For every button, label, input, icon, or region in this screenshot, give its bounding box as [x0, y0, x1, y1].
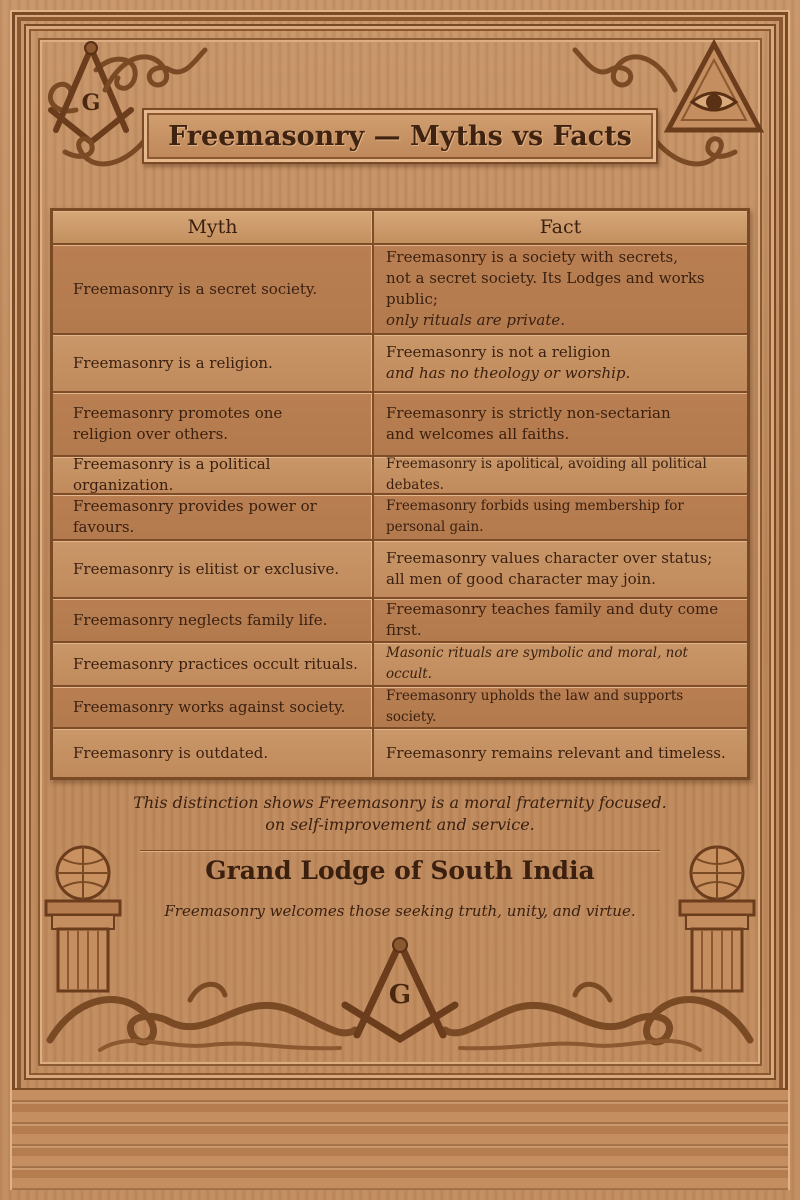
myth-text: Freemasonry is a secret society. — [73, 279, 318, 298]
scroll-flourish-icon — [570, 40, 680, 100]
fact-cell — [374, 393, 747, 455]
fact-cell — [374, 245, 747, 333]
scroll-flourish-icon — [440, 950, 760, 1060]
title-plaque — [142, 108, 658, 164]
table-row — [53, 539, 747, 597]
table-row — [53, 727, 747, 777]
myth-cell — [53, 541, 374, 597]
myth-text: Freemasonry promotes one — [73, 404, 283, 422]
myth-cell — [53, 245, 374, 333]
square-compass-icon — [335, 935, 465, 1045]
scroll-flourish-icon — [650, 130, 740, 180]
myth-text: Freemasonry is a political organization. — [73, 455, 271, 494]
fact-text: Freemasonry forbids using membership for personal gain. — [386, 498, 684, 535]
table-row — [53, 455, 747, 493]
fact-cell — [374, 335, 747, 391]
myth-text: Freemasonry provides power or favours. — [73, 497, 317, 536]
myth-cell — [53, 495, 374, 539]
fact-cell — [374, 599, 747, 641]
myth-cell — [53, 393, 374, 455]
fact-text: and welcomes all faiths. — [386, 425, 570, 443]
table-row — [53, 333, 747, 391]
table-row — [53, 243, 747, 333]
fact-cell — [374, 495, 747, 539]
fact-text: Freemasonry upholds the law and supports society. — [386, 688, 684, 725]
tagline: Freemasonry welcomes those seeking truth, unity, and virtue. — [164, 902, 636, 920]
myth-text: Freemasonry works against society. — [73, 697, 346, 716]
myth-cell — [53, 335, 374, 391]
lodge-name: Grand Lodge of South India — [205, 856, 595, 885]
fact-text: Freemasonry values character over status; — [386, 549, 713, 567]
fact-text: Freemasonry is apolitical, avoiding all political debates. — [386, 456, 707, 493]
table-row — [53, 391, 747, 455]
emblem-letter-top: G — [81, 90, 101, 116]
fact-cell — [374, 643, 747, 685]
summary-line: This distinction shows Freemasonry is a moral fraternity focused. — [133, 793, 667, 812]
myth-text: religion over others. — [73, 425, 229, 443]
myth-cell — [53, 457, 374, 493]
fact-text: Freemasonry remains relevant and timeless. — [386, 743, 726, 762]
fact-text: Freemasonry is strictly non-sectarian — [386, 404, 671, 422]
divider — [140, 850, 660, 851]
fact-text: Freemasonry teaches family and duty come first. — [386, 600, 719, 639]
scroll-flourish-icon — [60, 130, 150, 180]
fact-text: Masonic rituals are symbolic and moral, not occult. — [386, 645, 688, 682]
fact-text: all men of good character may join. — [386, 570, 656, 588]
myth-text: Freemasonry neglects family life. — [73, 610, 328, 629]
myth-text: Freemasonry is outdated. — [73, 743, 269, 762]
emblem-letter-bottom: G — [388, 980, 412, 1010]
fact-text: not a secret society. Its Lodges and works public; — [386, 269, 705, 308]
table-row — [53, 685, 747, 727]
myth-cell — [53, 643, 374, 685]
myth-text: Freemasonry practices occult rituals. — [73, 654, 358, 673]
fact-text: Freemasonry is a society with secrets, — [386, 248, 678, 266]
page-title: Freemasonry — Myths vs Facts — [168, 120, 632, 152]
table-row — [53, 493, 747, 539]
myth-text: Freemasonry is a religion. — [73, 353, 273, 372]
bottom-moulding — [12, 1088, 788, 1190]
fact-text: and has no theology or worship. — [386, 364, 631, 382]
fact-cell — [374, 729, 747, 777]
myth-text: Freemasonry is elitist or exclusive. — [73, 559, 340, 578]
header-fact: Fact — [539, 215, 582, 238]
summary-text — [100, 792, 700, 836]
myth-cell — [53, 687, 374, 727]
table-header-row — [53, 211, 747, 243]
scroll-flourish-icon — [40, 950, 360, 1060]
scroll-flourish-icon — [100, 40, 210, 100]
summary-line: on self-improvement and service. — [265, 815, 535, 834]
myth-cell — [53, 729, 374, 777]
fact-cell — [374, 687, 747, 727]
fact-cell — [374, 541, 747, 597]
fact-text: Freemasonry is not a religion — [386, 343, 611, 361]
table-row — [53, 597, 747, 641]
header-myth: Myth — [53, 211, 374, 243]
fact-text: only rituals are private. — [386, 311, 566, 329]
table-row — [53, 641, 747, 685]
fact-cell — [374, 457, 747, 493]
myths-facts-table — [50, 208, 750, 780]
myth-cell — [53, 599, 374, 641]
